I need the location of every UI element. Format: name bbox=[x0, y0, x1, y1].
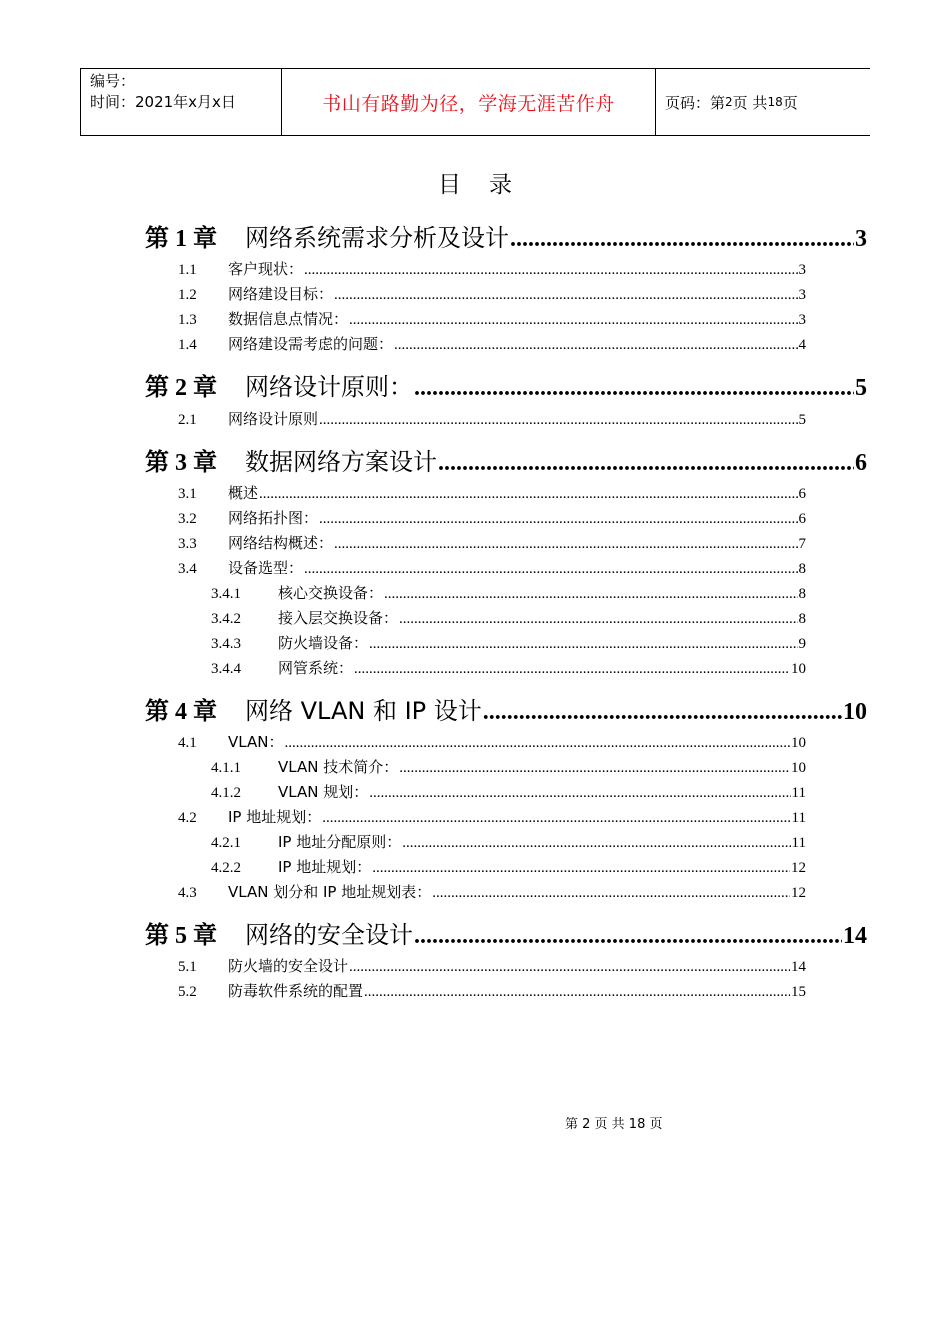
toc-entry-number: 5.1 bbox=[178, 959, 197, 975]
toc-section-entry[interactable] bbox=[211, 657, 806, 678]
page-total: 18 bbox=[767, 95, 783, 109]
toc-entry-label: 数据信息点情况： bbox=[228, 310, 349, 328]
page-mid: 页 共 bbox=[732, 93, 768, 112]
toc-leader-dots bbox=[319, 412, 797, 429]
toc-entry-page: 3 bbox=[855, 226, 867, 252]
toc-leader-dots bbox=[259, 486, 797, 503]
toc-section-entry[interactable] bbox=[211, 831, 806, 852]
toc-entry-page: 14 bbox=[843, 923, 867, 949]
toc-leader-dots bbox=[402, 835, 790, 852]
toc-section-entry[interactable] bbox=[178, 482, 806, 503]
page-footer: 第 2 页 共 18 页 bbox=[565, 1117, 663, 1132]
toc-entry-label: 网管系统： bbox=[278, 659, 354, 677]
toc-section-entry[interactable] bbox=[211, 632, 806, 653]
toc-chapter-entry[interactable] bbox=[145, 367, 867, 402]
toc-entry-number: 2.1 bbox=[178, 412, 197, 428]
toc-entry-label: 数据网络方案设计 bbox=[245, 448, 437, 476]
toc-entry-page: 4 bbox=[798, 337, 806, 353]
toc-entry-number: 第 4 章 bbox=[145, 699, 217, 725]
toc-section-entry[interactable] bbox=[178, 283, 806, 304]
toc-entry-number: 4.1.2 bbox=[211, 785, 241, 801]
toc-leader-dots bbox=[322, 810, 790, 827]
toc-entry-label: 网络建设需考虑的问题： bbox=[228, 335, 394, 353]
toc-leader-dots bbox=[369, 785, 790, 802]
toc-entry-number: 1.2 bbox=[178, 287, 197, 303]
toc-entry-label: VLAN 技术简介： bbox=[278, 758, 399, 776]
toc-entry-label: 网络结构概述： bbox=[228, 534, 334, 552]
number-label: 编号： bbox=[90, 72, 136, 90]
toc-entry-page: 11 bbox=[791, 835, 806, 851]
toc-leader-dots bbox=[369, 636, 797, 653]
toc-chapter-entry[interactable] bbox=[145, 442, 867, 477]
toc-entry-label: 网络 VLAN 和 IP 设计 bbox=[245, 697, 482, 725]
toc-entry-number: 3.2 bbox=[178, 511, 197, 527]
toc-entry-page: 10 bbox=[791, 661, 806, 677]
page-prefix: 页码：第 bbox=[665, 93, 726, 112]
toc-leader-dots bbox=[414, 923, 842, 950]
toc-entry-page: 7 bbox=[798, 536, 806, 552]
toc-section-entry[interactable] bbox=[178, 980, 806, 1001]
toc-entry-page: 5 bbox=[855, 375, 867, 401]
toc-entry-page: 10 bbox=[791, 760, 806, 776]
toc-entry-page: 11 bbox=[791, 785, 806, 801]
toc-title: 目录 bbox=[438, 172, 540, 198]
toc-entry-page: 14 bbox=[791, 959, 806, 975]
toc-entry-label: IP 地址规划： bbox=[228, 808, 322, 826]
toc-entry-number: 4.2.2 bbox=[211, 860, 241, 876]
toc-entry-number: 1.1 bbox=[178, 262, 197, 278]
toc-section-entry[interactable] bbox=[211, 856, 806, 877]
toc-leader-dots bbox=[510, 226, 854, 253]
toc-entry-number: 4.3 bbox=[178, 885, 197, 901]
toc-leader-dots bbox=[432, 885, 790, 902]
toc-leader-dots bbox=[334, 287, 797, 304]
toc-section-entry[interactable] bbox=[178, 408, 806, 429]
toc-entry-page: 12 bbox=[791, 885, 806, 901]
toc-entry-label: 网络系统需求分析及设计 bbox=[245, 224, 509, 252]
toc-entry-label: 防火墙的安全设计 bbox=[228, 957, 349, 975]
toc-entry-label: 概述 bbox=[228, 484, 259, 502]
toc-entry-number: 4.2 bbox=[178, 810, 197, 826]
toc-entry-page: 3 bbox=[798, 287, 806, 303]
toc-leader-dots bbox=[394, 337, 797, 354]
toc-entry-number: 第 2 章 bbox=[145, 375, 217, 401]
toc-entry-page: 11 bbox=[791, 810, 806, 826]
page-header bbox=[80, 68, 870, 136]
toc-entry-label: IP 地址分配原则： bbox=[278, 833, 402, 851]
toc-entry-number: 3.3 bbox=[178, 536, 197, 552]
toc-entry-label: 网络设计原则 bbox=[228, 410, 319, 428]
toc-entry-number: 3.4 bbox=[178, 561, 197, 577]
header-meta-cell bbox=[81, 69, 282, 135]
toc-entry-label: VLAN 划分和 IP 地址规划表： bbox=[228, 883, 432, 901]
toc-leader-dots bbox=[304, 561, 797, 578]
toc-entry-number: 1.3 bbox=[178, 312, 197, 328]
toc-entry-page: 6 bbox=[855, 450, 867, 476]
toc-entry-label: 网络的安全设计 bbox=[245, 921, 413, 949]
toc-entry-number: 4.1 bbox=[178, 735, 197, 751]
toc-entry-label: 网络建设目标： bbox=[228, 285, 334, 303]
toc-entry-label: IP 地址规划： bbox=[278, 858, 372, 876]
toc-entry-page: 15 bbox=[791, 984, 806, 1000]
toc-entry-page: 9 bbox=[798, 636, 806, 652]
toc-section-entry[interactable] bbox=[178, 532, 806, 553]
toc-entry-page: 8 bbox=[798, 586, 806, 602]
toc-entry-page: 3 bbox=[798, 262, 806, 278]
page-current: 2 bbox=[725, 95, 733, 109]
toc-entry-number: 5.2 bbox=[178, 984, 197, 1000]
toc-entry-number: 3.4.1 bbox=[211, 586, 241, 602]
toc-entry-number: 3.4.4 bbox=[211, 661, 241, 677]
toc-leader-dots bbox=[399, 611, 797, 628]
toc-section-entry[interactable] bbox=[178, 881, 806, 902]
toc-entry-page: 10 bbox=[791, 735, 806, 751]
toc-chapter-entry[interactable] bbox=[145, 691, 867, 726]
toc-leader-dots bbox=[364, 984, 790, 1001]
toc-leader-dots bbox=[349, 959, 790, 976]
toc-leader-dots bbox=[438, 450, 854, 477]
toc-entry-number: 4.2.1 bbox=[211, 835, 241, 851]
toc-entry-number: 第 3 章 bbox=[145, 450, 217, 476]
toc-section-entry[interactable] bbox=[211, 582, 806, 603]
toc-leader-dots bbox=[319, 511, 797, 528]
time-label: 时间：2021年x月x日 bbox=[90, 93, 236, 111]
toc-leader-dots bbox=[334, 536, 797, 553]
toc-section-entry[interactable] bbox=[178, 308, 806, 329]
toc-entry-page: 8 bbox=[798, 561, 806, 577]
toc-section-entry[interactable] bbox=[178, 557, 806, 578]
header-page-info bbox=[656, 69, 870, 135]
toc-entry-number: 3.4.2 bbox=[211, 611, 241, 627]
toc-entry-label: 客户现状： bbox=[228, 260, 304, 278]
toc-section-entry[interactable] bbox=[211, 781, 806, 802]
toc-leader-dots bbox=[304, 262, 797, 279]
toc-entry-number: 4.1.1 bbox=[211, 760, 241, 776]
toc-section-entry[interactable] bbox=[178, 955, 806, 976]
toc-section-entry[interactable] bbox=[178, 507, 806, 528]
toc-entry-label: 设备选型： bbox=[228, 559, 304, 577]
toc-leader-dots bbox=[354, 661, 790, 678]
toc-leader-dots bbox=[284, 735, 790, 752]
toc-leader-dots bbox=[349, 312, 797, 329]
toc-entry-number: 第 1 章 bbox=[145, 226, 217, 252]
toc-section-entry[interactable] bbox=[178, 806, 806, 827]
toc-entry-label: 核心交换设备： bbox=[278, 584, 384, 602]
toc-section-entry[interactable] bbox=[211, 607, 806, 628]
toc-entry-page: 6 bbox=[798, 511, 806, 527]
toc-chapter-entry[interactable] bbox=[145, 915, 867, 950]
toc-entry-label: VLAN 规划： bbox=[278, 783, 369, 801]
toc-entry-page: 8 bbox=[798, 611, 806, 627]
toc-entry-page: 3 bbox=[798, 312, 806, 328]
toc-leader-dots bbox=[399, 760, 790, 777]
toc-entry-label: 网络拓扑图： bbox=[228, 509, 319, 527]
toc-entry-number: 1.4 bbox=[178, 337, 197, 353]
toc-section-entry[interactable] bbox=[178, 731, 806, 752]
toc-entry-label: 接入层交换设备： bbox=[278, 609, 399, 627]
page-suffix: 页 bbox=[782, 93, 798, 112]
toc-section-entry[interactable] bbox=[211, 756, 806, 777]
toc-leader-dots bbox=[384, 586, 797, 603]
toc-chapter-entry[interactable] bbox=[145, 218, 867, 253]
toc-entry-label: VLAN： bbox=[228, 733, 284, 751]
toc-entry-page: 12 bbox=[791, 860, 806, 876]
toc-section-entry[interactable] bbox=[178, 333, 806, 354]
toc-leader-dots bbox=[483, 699, 842, 726]
toc-entry-page: 6 bbox=[798, 486, 806, 502]
toc-entry-number: 3.1 bbox=[178, 486, 197, 502]
toc-entry-number: 第 5 章 bbox=[145, 923, 217, 949]
toc-leader-dots bbox=[372, 860, 790, 877]
toc-entry-label: 防毒软件系统的配置 bbox=[228, 982, 364, 1000]
toc-entry-page: 10 bbox=[843, 699, 867, 725]
toc-entry-label: 防火墙设备： bbox=[278, 634, 369, 652]
toc-entry-page: 5 bbox=[798, 412, 806, 428]
header-motto: 书山有路勤为径，学海无涯苦作舟 bbox=[282, 69, 656, 135]
toc-entry-number: 3.4.3 bbox=[211, 636, 241, 652]
toc-leader-dots bbox=[414, 375, 854, 402]
toc-section-entry[interactable] bbox=[178, 258, 806, 279]
toc-entry-label: 网络设计原则： bbox=[245, 373, 413, 401]
